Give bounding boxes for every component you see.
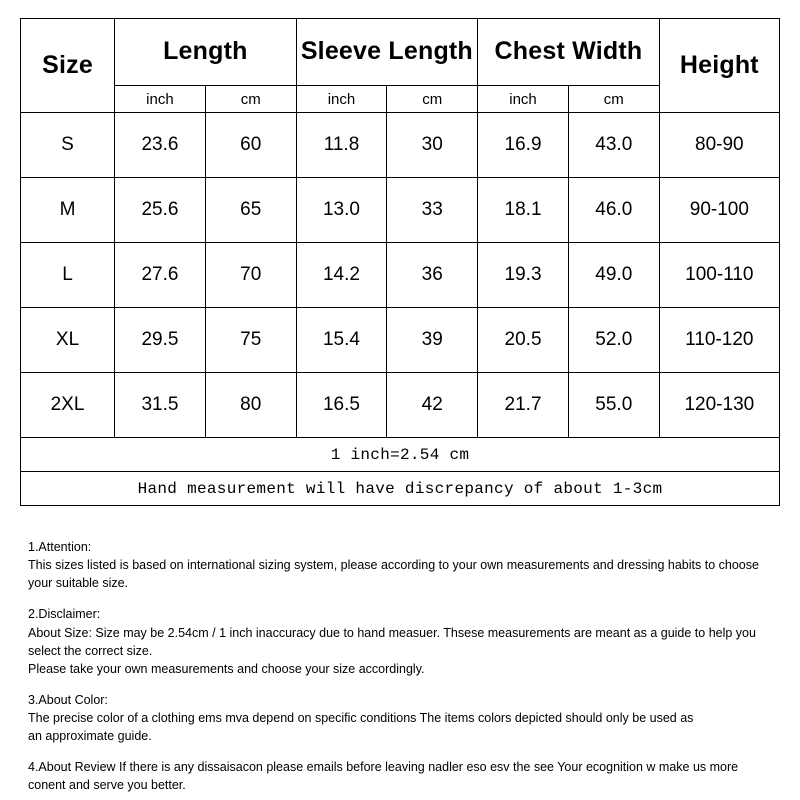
cell-sleeve-cm: 42 — [387, 373, 478, 438]
footnote-disclaimer-title: 2.Disclaimer: — [28, 607, 101, 622]
cell-sleeve-inch: 15.4 — [296, 308, 387, 373]
footnote-attention — [28, 538, 772, 592]
header-chest-width: Chest Width — [478, 19, 660, 86]
table-header-row — [21, 19, 780, 86]
cell-length-inch: 25.6 — [115, 178, 206, 243]
table-row — [21, 373, 780, 438]
cell-length-cm: 80 — [205, 373, 296, 438]
table-body — [21, 113, 780, 506]
cell-length-inch: 23.6 — [115, 113, 206, 178]
cell-chest-cm: 52.0 — [568, 308, 659, 373]
table-note-row-conversion — [21, 438, 780, 472]
cell-length-cm: 70 — [205, 243, 296, 308]
unit-chest-inch: inch — [478, 86, 569, 113]
footnote-disclaimer — [28, 605, 772, 678]
cell-chest-cm: 49.0 — [568, 243, 659, 308]
cell-height-cm: 80-90 — [659, 113, 779, 178]
footnote-about-color-line-1: The precise color of a clothing ems mva depend on specific conditions The items colors depicted should only be used as — [28, 711, 694, 725]
table-row — [21, 178, 780, 243]
cell-length-inch: 31.5 — [115, 373, 206, 438]
footnote-attention-title: 1.Attention: — [28, 540, 92, 554]
header-height: Height — [659, 19, 779, 113]
cell-chest-inch: 20.5 — [478, 308, 569, 373]
cell-chest-inch: 21.7 — [478, 373, 569, 438]
cell-size: S — [21, 113, 115, 178]
unit-length-cm: cm — [205, 86, 296, 113]
footnote-about-color — [28, 691, 772, 745]
cell-chest-inch: 18.1 — [478, 178, 569, 243]
note-hand-measurement: Hand measurement will have discrepancy of about 1-3cm — [21, 472, 780, 506]
cell-size: M — [21, 178, 115, 243]
cell-height-cm: 100-110 — [659, 243, 779, 308]
cell-length-cm: 60 — [205, 113, 296, 178]
cell-chest-inch: 19.3 — [478, 243, 569, 308]
footnote-disclaimer-line-1: About Size: Size may be 2.54cm / 1 inch inaccuracy due to hand measuer. Thsese measurements are meant as a guide to help you select the correct size. — [28, 625, 756, 658]
cell-sleeve-cm: 39 — [387, 308, 478, 373]
cell-sleeve-inch: 11.8 — [296, 113, 387, 178]
cell-sleeve-cm: 30 — [387, 113, 478, 178]
header-length: Length — [115, 19, 297, 86]
cell-length-cm: 65 — [205, 178, 296, 243]
footnote-about-color-title: 3.About Color: — [28, 692, 108, 707]
header-size: Size — [21, 19, 115, 113]
cell-chest-cm: 55.0 — [568, 373, 659, 438]
table-row — [21, 308, 780, 373]
cell-height-cm: 90-100 — [659, 178, 779, 243]
cell-length-inch: 29.5 — [115, 308, 206, 373]
cell-chest-cm: 43.0 — [568, 113, 659, 178]
header-sleeve-length: Sleeve Length — [296, 19, 478, 86]
cell-size: L — [21, 243, 115, 308]
cell-height-cm: 110-120 — [659, 308, 779, 373]
unit-chest-cm: cm — [568, 86, 659, 113]
unit-length-inch: inch — [115, 86, 206, 113]
cell-sleeve-cm: 33 — [387, 178, 478, 243]
cell-chest-cm: 46.0 — [568, 178, 659, 243]
cell-height-cm: 120-130 — [659, 373, 779, 438]
table-row — [21, 113, 780, 178]
footnote-about-review-line-2: conent and serve you better. — [28, 778, 186, 793]
cell-length-cm: 75 — [205, 308, 296, 373]
cell-sleeve-inch: 16.5 — [296, 373, 387, 438]
cell-size: XL — [21, 308, 115, 373]
cell-length-inch: 27.6 — [115, 243, 206, 308]
cell-sleeve-cm: 36 — [387, 243, 478, 308]
unit-sleeve-cm: cm — [387, 86, 478, 113]
table-row — [21, 243, 780, 308]
footnote-about-color-line-2: an approximate guide. — [28, 729, 152, 744]
cell-sleeve-inch: 14.2 — [296, 243, 387, 308]
footnote-disclaimer-line-2: Please take your own measurements and choose your size accordingly. — [28, 661, 425, 676]
cell-chest-inch: 16.9 — [478, 113, 569, 178]
unit-sleeve-inch: inch — [296, 86, 387, 113]
cell-sleeve-inch: 13.0 — [296, 178, 387, 243]
cell-size: 2XL — [21, 373, 115, 438]
note-inch-conversion: 1 inch=2.54 cm — [21, 438, 780, 472]
table-note-row-discrepancy — [21, 472, 780, 506]
footnotes-section — [20, 538, 780, 795]
footnote-about-review — [28, 758, 772, 794]
table-head — [21, 19, 780, 113]
footnote-attention-line-1: This sizes listed is based on international sizing system, please according to your own measurements and dressing habits to choose your suitable size. — [28, 558, 759, 591]
footnote-about-review-line-1: 4.About Review If there is any dissaisacon please emails before leaving nadler eso esv the see Your ecognition w make us more — [28, 760, 739, 775]
size-chart-table — [20, 18, 780, 506]
